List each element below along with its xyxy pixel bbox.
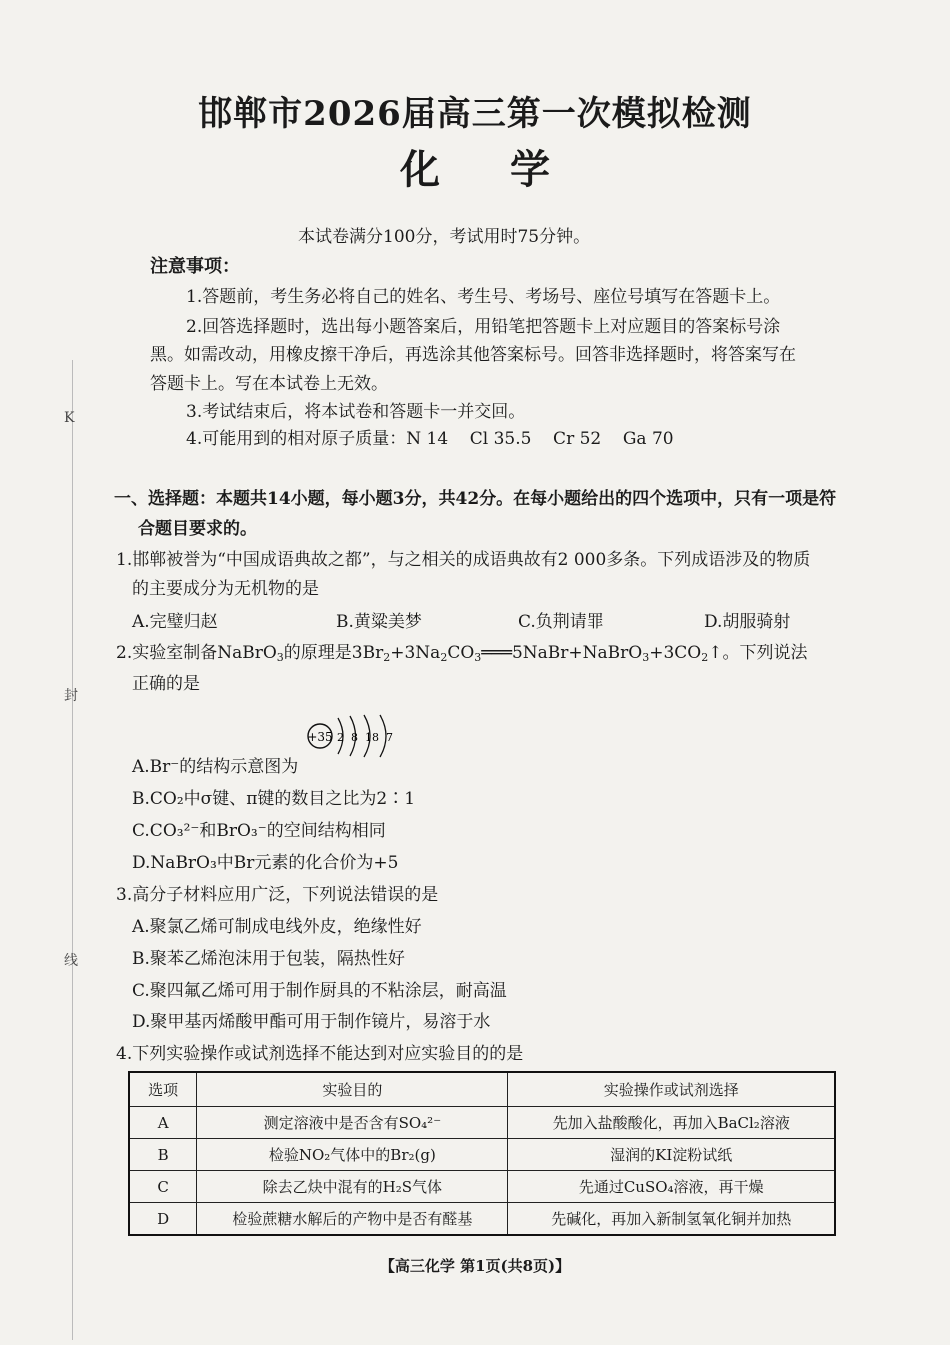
q2-option-d: D.NaBrO₃中Br元素的化合价为+5	[132, 853, 399, 873]
electron-shell-counts: 2 8 18 7	[337, 731, 393, 744]
table-row	[129, 1203, 835, 1236]
q2-stem-eq4: +3CO	[649, 643, 702, 663]
q2-option-b: B.CO₂中σ键、π键的数目之比为2∶1	[132, 789, 416, 809]
q1-option-a: A.完璧归赵	[132, 612, 218, 632]
margin-mark-3: 线	[64, 953, 78, 969]
table-cell-option: C	[129, 1171, 197, 1203]
table-cell-operation: 先加入盐酸酸化，再加入BaCl₂溶液	[508, 1107, 835, 1139]
q2-sub: 2	[383, 651, 391, 664]
q2-sub: 2	[440, 651, 448, 664]
q1-option-b: B.黄粱美梦	[336, 612, 422, 632]
q2-stem-end: ↑。下列说法	[708, 643, 808, 663]
table-row	[129, 1171, 835, 1203]
margin-mark-2: 封	[64, 688, 78, 704]
table-cell-operation: 先碱化，再加入新制氢氧化铜并加热	[508, 1203, 835, 1236]
q2-stem-mid: 的原理是3Br	[283, 643, 384, 663]
notice-item-2a: 2.回答选择题时，选出每小题答案后，用铅笔把答题卡上对应题目的答案标号涂	[186, 317, 781, 337]
section-1-heading: 一、选择题：本题共14小题，每小题3分，共42分。在每小题给出的四个选项中，只有一项是符	[114, 489, 837, 509]
q1-option-c: C.负荆请罪	[518, 612, 604, 632]
page-title: 邯郸市2026届高三第一次模拟检测	[198, 94, 752, 134]
table-cell-option: B	[129, 1139, 197, 1171]
q2-stem-prefix: 2.实验室制备NaBrO	[116, 643, 277, 663]
notice-item-1: 1.答题前，考生务必将自己的姓名、考生号、考场号、座位号填写在答题卡上。	[186, 287, 781, 307]
q2-sub: 3	[474, 651, 482, 664]
q3-option-b: B.聚苯乙烯泡沫用于包装，隔热性好	[132, 949, 405, 969]
bromide-structure-diagram	[304, 712, 404, 758]
binding-line	[72, 360, 73, 1340]
table-row	[129, 1107, 835, 1139]
table-cell-operation: 湿润的KI淀粉试纸	[508, 1139, 835, 1171]
q2-sub: 2	[701, 651, 709, 664]
q4-experiment-table	[128, 1071, 836, 1236]
table-cell-purpose: 检验蔗糖水解后的产物中是否有醛基	[197, 1203, 508, 1236]
table-header-purpose: 实验目的	[197, 1072, 508, 1107]
q1-option-d: D.胡服骑射	[704, 612, 791, 632]
table-cell-purpose: 除去乙炔中混有的H₂S气体	[197, 1171, 508, 1203]
table-cell-operation: 先通过CuSO₄溶液，再干燥	[508, 1171, 835, 1203]
q1-stem: 1.邯郸被誉为“中国成语典故之都”，与之相关的成语典故有2 000多条。下列成语涉及的物质	[116, 550, 811, 570]
exam-info: 本试卷满分100分，考试用时75分钟。	[298, 227, 591, 247]
notice-item-4: 4.可能用到的相对原子质量：N 14 Cl 35.5 Cr 52 Ga 70	[186, 429, 674, 449]
margin-mark-1: K	[64, 410, 75, 426]
q1-stem-cont: 的主要成分为无机物的是	[132, 579, 319, 599]
subject-title: 化学	[400, 146, 620, 193]
notice-item-2c: 答题卡上。写在本试卷上无效。	[150, 374, 388, 394]
q2-option-c: C.CO₃²⁻和BrO₃⁻的空间结构相同	[132, 821, 386, 841]
table-cell-purpose: 检验NO₂气体中的Br₂(g)	[197, 1139, 508, 1171]
q2-stem-eq: +3Na	[390, 643, 441, 663]
q3-option-d: D.聚甲基丙烯酸甲酯可用于制作镜片，易溶于水	[132, 1012, 491, 1032]
table-row	[129, 1139, 835, 1171]
q2-sub: 3	[276, 651, 284, 664]
q2-stem	[116, 638, 808, 664]
q3-option-a: A.聚氯乙烯可制成电线外皮，绝缘性好	[132, 917, 422, 937]
q4-stem: 4.下列实验操作或试剂选择不能达到对应实验目的的是	[116, 1044, 524, 1064]
atom-nucleus-charge: +35	[307, 730, 333, 744]
table-header-operation: 实验操作或试剂选择	[508, 1072, 835, 1107]
page-footer: 【高三化学 第1页(共8页)】	[379, 1257, 571, 1275]
table-header-row	[129, 1072, 835, 1107]
notice-item-3: 3.考试结束后，将本试卷和答题卡一并交回。	[186, 402, 526, 422]
q3-stem: 3.高分子材料应用广泛，下列说法错误的是	[116, 885, 439, 905]
notice-item-2b: 黑。如需改动，用橡皮擦干净后，再选涂其他答案标号。回答非选择题时，将答案写在	[150, 345, 796, 365]
q2-stem-cont: 正确的是	[132, 674, 200, 694]
table-cell-option: A	[129, 1107, 197, 1139]
table-cell-option: D	[129, 1203, 197, 1236]
table-cell-purpose: 测定溶液中是否含有SO₄²⁻	[197, 1107, 508, 1139]
q2-stem-eq3: ═══5NaBr+NaBrO	[481, 643, 643, 663]
table-header-option: 选项	[129, 1072, 197, 1107]
q2-sub: 3	[642, 651, 650, 664]
section-1-heading-cont: 合题目要求的。	[138, 519, 257, 539]
q3-option-c: C.聚四氟乙烯可用于制作厨具的不粘涂层，耐高温	[132, 981, 507, 1001]
notice-heading: 注意事项：	[150, 256, 240, 277]
q2-stem-eq2: CO	[447, 643, 475, 663]
q2-option-a: A.Br⁻的结构示意图为	[132, 757, 299, 777]
